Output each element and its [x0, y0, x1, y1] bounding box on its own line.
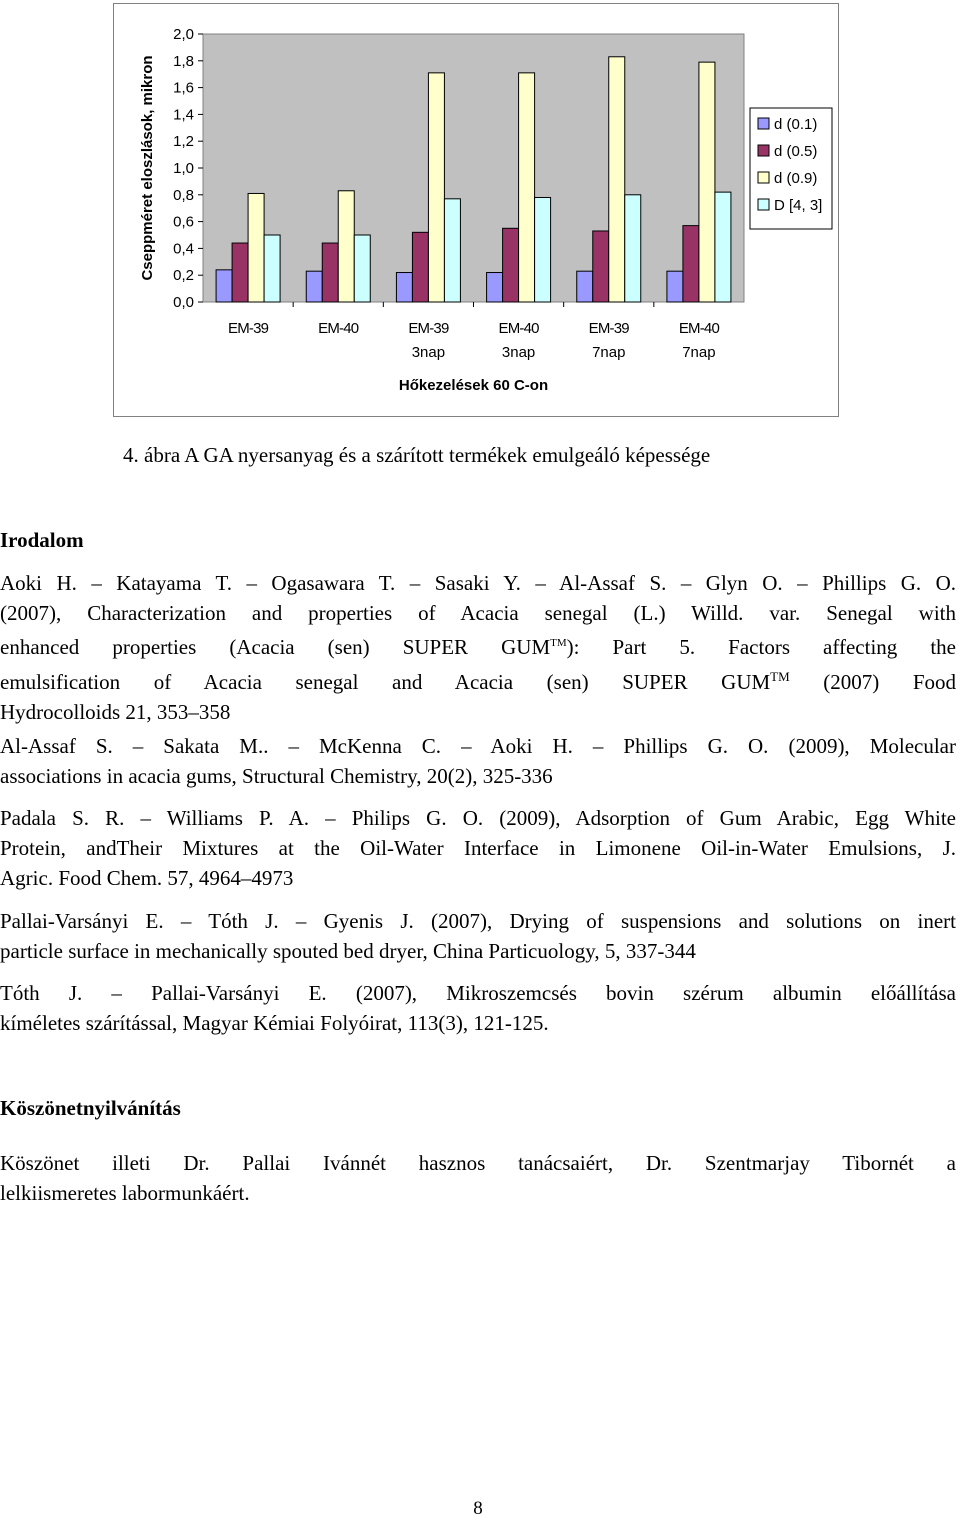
- bar-1-3: [503, 228, 519, 302]
- bar-2-2: [428, 73, 444, 302]
- y-tick-label: 0,4: [173, 240, 194, 258]
- x-tick-label: EM-40: [678, 320, 720, 337]
- reference-text: emulsification of Acacia senegal and Acacia (sen) SUPER GUM: [0, 670, 771, 694]
- legend-label: d (0.5): [774, 143, 818, 160]
- y-tick-label: 1,4: [173, 106, 194, 124]
- reference-line: [0, 628, 956, 662]
- reference-line: Agric. Food Chem. 57, 4964–4973: [0, 866, 294, 890]
- figure-caption: 4. ábra A GA nyersanyag és a szárított termékek emulgeáló képessége: [123, 443, 711, 467]
- y-tick-label: 1,6: [173, 79, 194, 97]
- reference-5: [0, 978, 956, 1038]
- bar-3-2: [444, 199, 460, 302]
- legend-swatch: [758, 199, 769, 210]
- bar-3-3: [535, 197, 551, 302]
- legend-label: D [4, 3]: [774, 197, 823, 214]
- reference-line: particle surface in mechanically spouted bed dryer, China Particuology, 5, 337-344: [0, 939, 696, 963]
- reference-line: Al-Assaf S. – Sakata M.. – McKenna C. – Aoki H. – Phillips G. O. (2009), Molecular: [0, 734, 956, 758]
- bar-0-4: [577, 271, 593, 302]
- page-number: 8: [473, 1498, 483, 1519]
- y-tick-label: 0,8: [173, 186, 194, 204]
- reference-text: enhanced properties (Acacia (sen) SUPER GUM: [0, 635, 551, 659]
- y-tick-label: 0,6: [173, 213, 194, 231]
- bar-3-5: [715, 192, 731, 302]
- y-tick-label: 1,8: [173, 52, 194, 70]
- x-tick-label: 3nap: [501, 344, 536, 361]
- bar-3-1: [354, 235, 370, 302]
- acknowledgement-line: lelkiismeretes labormunkáért.: [0, 1181, 250, 1205]
- reference-line: Tóth J. – Pallai-Varsányi E. (2007), Mikroszemcsés bovin szérum albumin előállítása: [0, 981, 956, 1005]
- bar-1-5: [683, 226, 699, 302]
- y-tick-label: 0,2: [173, 267, 194, 285]
- x-tick-label: EM-39: [408, 320, 449, 337]
- acknowledgement-text: [0, 1148, 956, 1208]
- reference-text: ): Part 5. Factors affecting the: [566, 635, 956, 659]
- reference-line: Pallai-Varsányi E. – Tóth J. – Gyenis J. (2007), Drying of suspensions and solutions on inert: [0, 909, 956, 933]
- bar-2-0: [248, 193, 264, 302]
- reference-line: [0, 662, 956, 697]
- acknowledgement-heading: Köszönetnyilvánítás: [0, 1096, 181, 1120]
- x-axis-title: Hőkezelések 60 C-on: [398, 377, 549, 394]
- bar-1-1: [322, 243, 338, 302]
- bar-0-3: [487, 273, 503, 302]
- x-tick-label: 7nap: [682, 344, 716, 361]
- bar-0-0: [216, 270, 232, 302]
- reference-line: Padala S. R. – Williams P. A. – Philips G. O. (2009), Adsorption of Gum Arabic, Egg White: [0, 806, 956, 830]
- y-tick-label: 1,2: [173, 133, 194, 151]
- trademark-mark: TM: [550, 637, 567, 649]
- x-tick-label: EM-39: [227, 320, 269, 337]
- y-tick-label: 0,0: [173, 294, 194, 311]
- references-heading: Irodalom: [0, 528, 84, 552]
- y-tick-label: 1,0: [173, 160, 194, 177]
- reference-3: [0, 803, 956, 893]
- reference-4: [0, 906, 956, 966]
- trademark-mark: TM: [770, 669, 790, 684]
- reference-line: associations in acacia gums, Structural Chemistry, 20(2), 325-336: [0, 764, 553, 788]
- bar-1-2: [412, 232, 428, 302]
- bar-0-2: [396, 273, 412, 302]
- figure-chart: [113, 3, 839, 417]
- reference-line: Protein, andTheir Mixtures at the Oil-Water Interface in Limonene Oil-in-Water Emulsions, J.: [0, 836, 956, 860]
- reference-line: (2007), Characterization and properties of Acacia senegal (L.) Willd. var. Senegal with: [0, 601, 956, 625]
- bar-3-0: [264, 235, 280, 302]
- reference-text: (2007) Food: [789, 670, 956, 694]
- reference-line: Hydrocolloids 21, 353–358: [0, 700, 231, 724]
- reference-line: Aoki H. – Katayama T. – Ogasawara T. – Sasaki Y. – Al-Assaf S. – Glyn O. – Phillips G. O.: [0, 571, 956, 595]
- bar-2-3: [519, 73, 535, 302]
- legend-swatch: [758, 172, 769, 183]
- legend-swatch: [758, 145, 769, 156]
- bar-1-4: [593, 231, 609, 302]
- x-tick-label: EM-39: [588, 320, 629, 337]
- reference-line: kíméletes szárítással, Magyar Kémiai Folyóirat, 113(3), 121-125.: [0, 1011, 549, 1035]
- legend-label: d (0.9): [774, 170, 818, 187]
- bar-3-4: [625, 195, 641, 302]
- bar-1-0: [232, 243, 248, 302]
- reference-1: [0, 568, 956, 727]
- x-tick-label: 7nap: [592, 344, 626, 361]
- bar-0-1: [306, 271, 322, 302]
- plot-area: [203, 34, 744, 302]
- reference-2: [0, 731, 956, 791]
- bar-2-5: [699, 62, 715, 302]
- acknowledgement-line: Köszönet illeti Dr. Pallai Ivánnét hasznos tanácsaiért, Dr. Szentmarjay Tibornét a: [0, 1151, 956, 1175]
- x-tick-label: 3nap: [411, 344, 446, 361]
- legend-swatch: [758, 118, 769, 129]
- bar-2-4: [609, 57, 625, 302]
- bar-0-5: [667, 271, 683, 302]
- y-axis-title: Cseppméret eloszlások, mikron: [139, 55, 156, 281]
- x-tick-label: EM-40: [498, 320, 539, 337]
- legend-label: d (0.1): [774, 116, 818, 133]
- bar-2-1: [338, 191, 354, 302]
- chart-svg: [114, 4, 840, 418]
- x-tick-label: EM-40: [318, 320, 359, 337]
- y-tick-label: 2,0: [173, 26, 194, 43]
